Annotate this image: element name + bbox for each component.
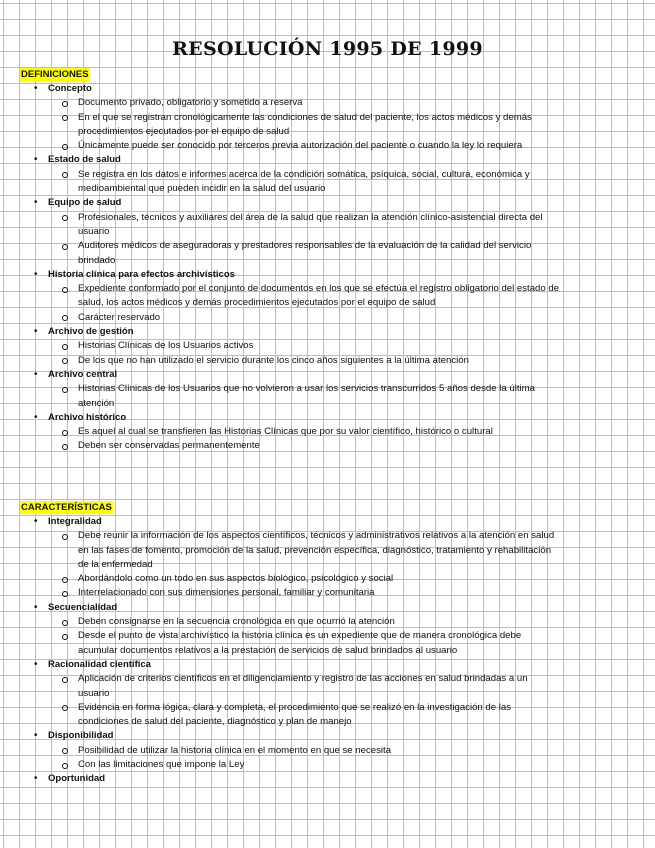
sub-item: Profesionales, técnicos y auxiliares del área de la salud que realizan la atención clínico-asistencial directa del usuario [48, 211, 560, 240]
term-label: • Integralidad [48, 516, 102, 527]
term-item [20, 729, 640, 772]
sub-item: Abordándolo como un todo en sus aspectos biológico, psicológico y social [48, 572, 560, 586]
section-heading: CARACTERÍSTICAS [21, 502, 112, 513]
term-item [20, 268, 640, 325]
section-definiciones [20, 64, 640, 454]
sub-item: Historias Clínicas de los Usuarios que no volvieron a usar los servicios transcurridos 5 años desde la última atención [48, 382, 560, 411]
page-title: RESOLUCIÓN 1995 DE 1999 [172, 38, 483, 60]
term-item [20, 601, 640, 658]
term-item [20, 515, 640, 601]
sub-list [48, 96, 640, 153]
sub-item: Historias Clínicas de los Usuarios activos [48, 339, 560, 353]
term-item [20, 196, 640, 267]
section-caracteristicas [20, 497, 640, 787]
sub-item: Deben consignarse en la secuencia cronológica en que ocurrió la atención [48, 615, 560, 629]
sub-item: Posibilidad de utilizar la historia clínica en el momento en que se necesita [48, 744, 560, 758]
sub-item: Carácter reservado [48, 311, 560, 325]
sub-item: Documento privado, obligatorio y sometido a reserva [48, 96, 560, 110]
sub-item: Es aquel al cual se transfieren las Historias Clínicas que por su valor científico, histórico o cultural [48, 425, 560, 439]
sub-item: Interrelacionado con sus dimensiones personal, familiar y comunitaria [48, 586, 560, 600]
sub-list [48, 168, 640, 197]
term-item [20, 368, 640, 411]
sub-item: En el que se registran cronológicamente las condiciones de salud del paciente, los actos médicos y demás procedimientos ejecutados por el equipo de salud [48, 111, 560, 140]
sub-item: Expediente conformado por el conjunto de documentos en los que se efectúa el registro obligatorio del estado de salud, los actos médicos y demás procedimientos ejecutados por el equipo de salud [48, 282, 560, 311]
sub-item: Auditores médicos de aseguradoras y prestadores responsables de la evaluación de la calidad del servicio brindado [48, 239, 560, 268]
term-label: • Racionalidad científica [48, 658, 151, 670]
term-list [20, 82, 640, 454]
term-label: • Estado de salud [48, 154, 121, 166]
term-label: • Archivo central [48, 368, 118, 380]
term-label: • Disponibilidad [48, 730, 114, 742]
term-label: • Oportunidad [48, 773, 105, 785]
sub-list [48, 382, 640, 411]
sub-item: De los que no han utilizado el servicio durante los cinco años siguientes a la última atención [48, 354, 560, 368]
sub-item: Debe reunir la información de los aspectos científicos, técnicos y administrativos relativos a la atención en salud en las fases de fomento, promoción de la salud, prevención específica, diagnóstico, tratamiento y rehabilitación de la enfermedad [48, 529, 560, 572]
term-item [20, 411, 640, 454]
sub-list [48, 529, 640, 600]
sub-list [48, 425, 640, 454]
term-label: • Archivo histórico [48, 411, 127, 423]
sub-list [48, 615, 640, 658]
term-item [20, 153, 640, 196]
term-item [20, 82, 640, 153]
sub-list [48, 672, 640, 729]
term-item [20, 772, 640, 786]
term-list [20, 515, 640, 787]
term-item [20, 325, 640, 368]
sub-item: Deben ser conservadas permanentemente [48, 439, 560, 453]
sub-item: Con las limitaciones que impone la Ley [48, 758, 560, 772]
term-label: • Secuencialidad [48, 601, 118, 613]
term-label: • Equipo de salud [48, 197, 122, 209]
sub-list [48, 211, 640, 268]
sub-item: Desde el punto de vista archivístico la historia clínica es un expediente que de manera cronológica debe acumular documentos relativos a la prestación de servicios de salud brindados al usuario [48, 629, 560, 658]
sub-item: Se registra en los datos e informes acerca de la condición somática, psíquica, social, cultura, económica y medioambiental que pueden incidir en la salud del usuario [48, 168, 560, 197]
sub-item: Únicamente puede ser conocido por terceros previa autorización del paciente o cuando la ley lo requiera [48, 139, 560, 153]
section-heading: DEFINICIONES [21, 69, 89, 80]
term-label: • Historia clínica para efectos archivísticos [48, 268, 235, 280]
sub-item: Evidencia en forma lógica, clara y completa, el procedimiento que se realizó en la investigación de las condiciones de salud del paciente, diagnóstico y plan de manejo [48, 701, 560, 730]
term-item [20, 658, 640, 729]
sub-list [48, 744, 640, 773]
sub-list [48, 339, 640, 368]
term-label: • Archivo de gestión [48, 326, 134, 338]
sub-list [48, 282, 640, 325]
term-label: • Concepto [48, 83, 92, 94]
sub-item: Aplicación de criterios científicos en el diligenciamiento y registro de las acciones en salud brindadas a un usuario [48, 672, 560, 701]
